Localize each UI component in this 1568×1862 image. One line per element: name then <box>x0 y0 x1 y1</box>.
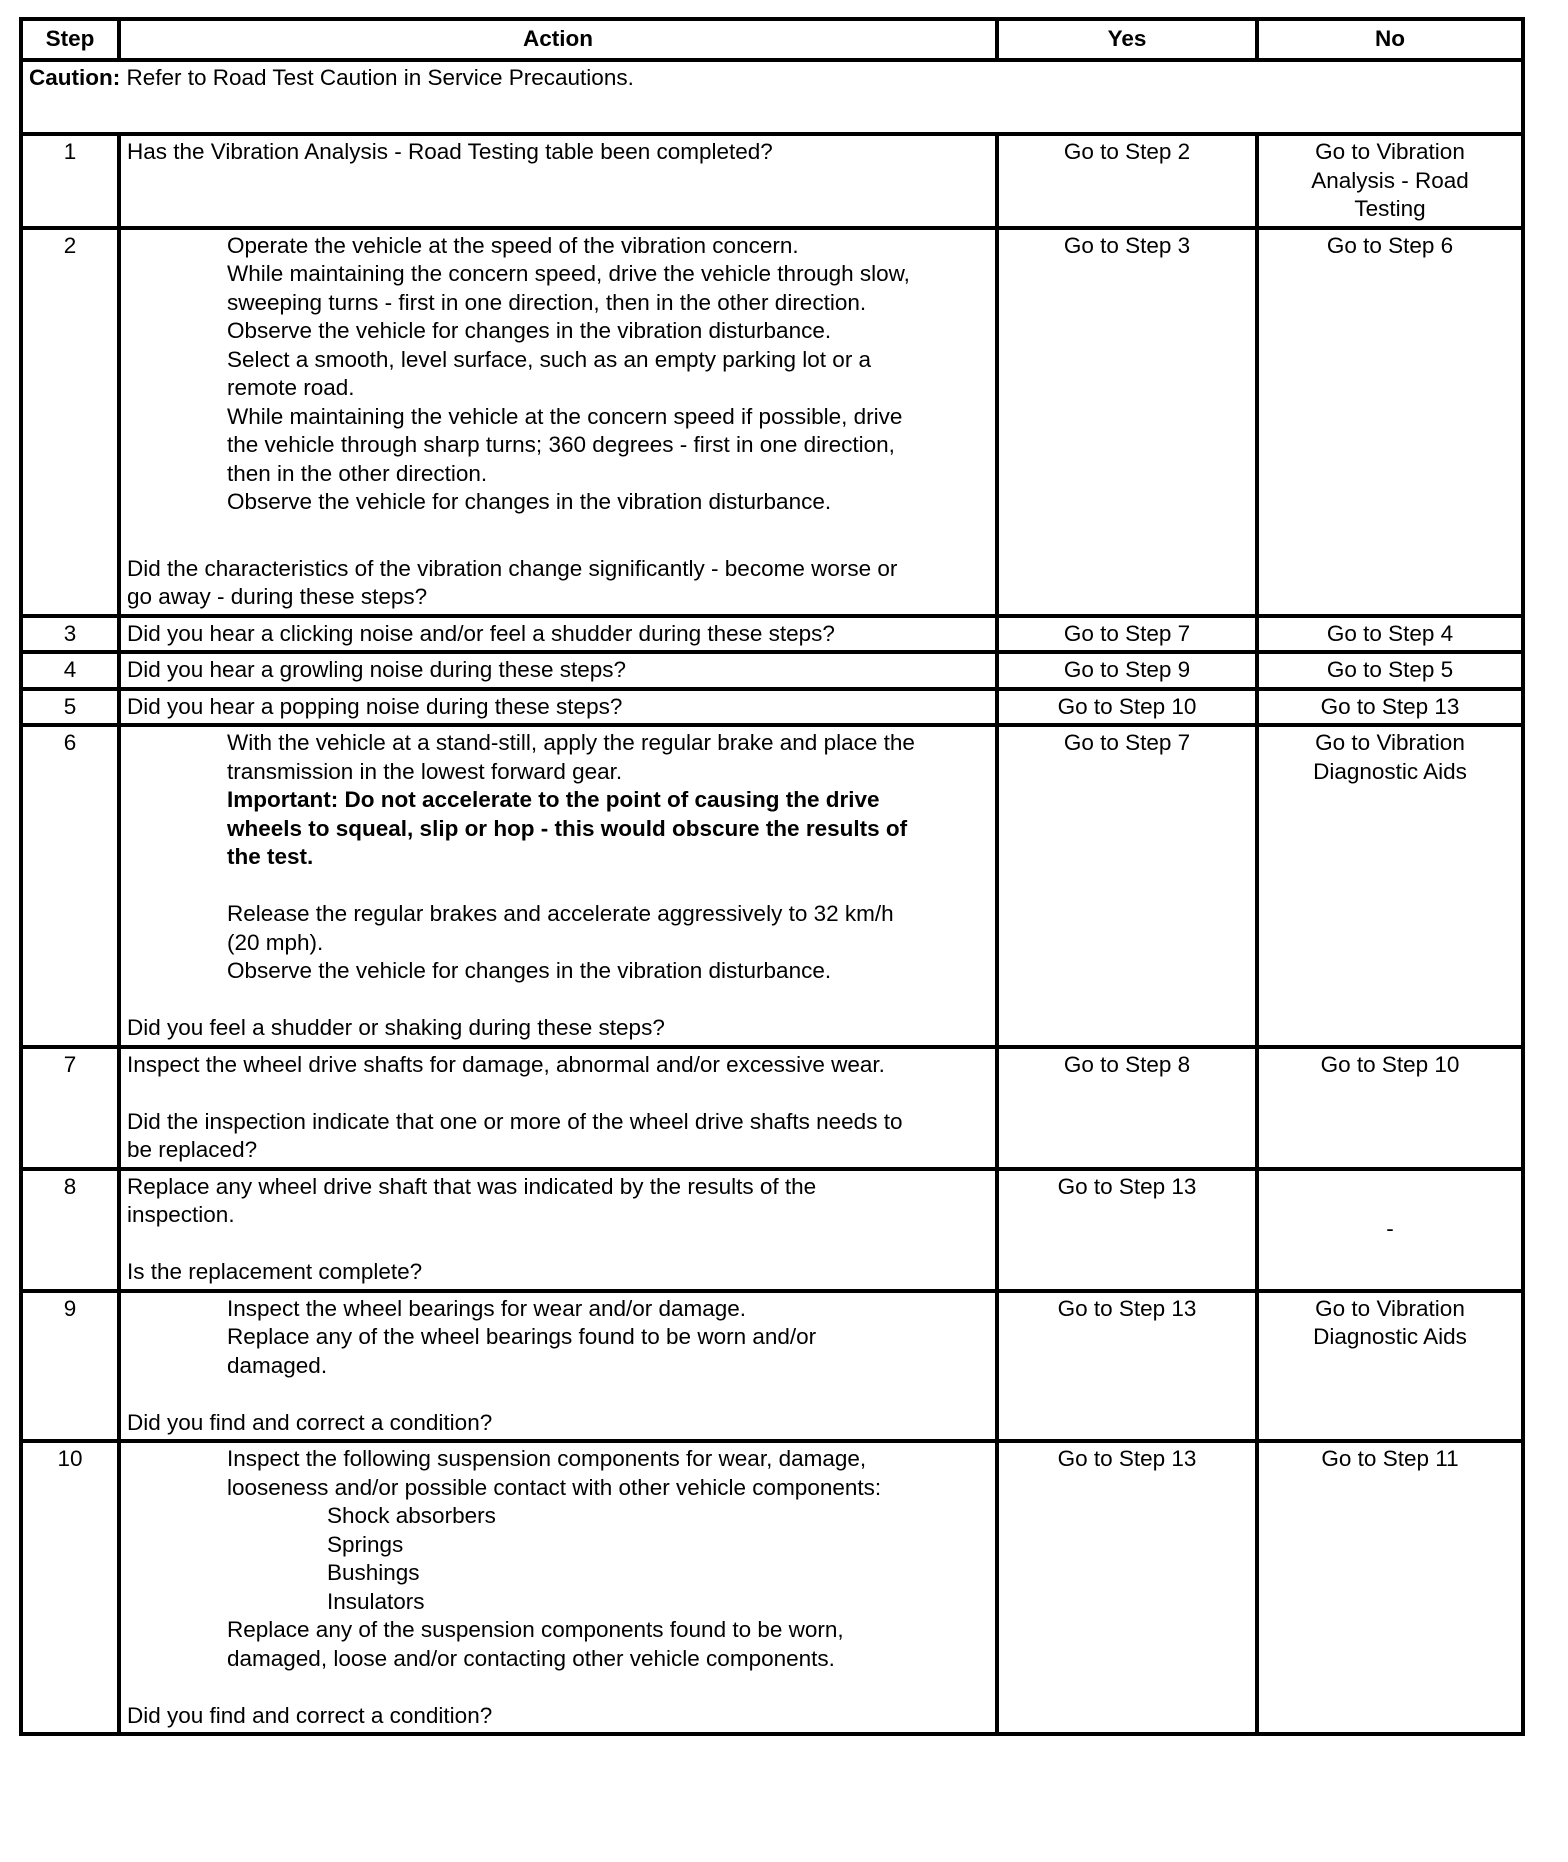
instruction-line: Replace any wheel drive shaft that was indicated by the results of the <box>127 1173 817 1199</box>
yes-cell: Go to Step 8 <box>997 1047 1257 1169</box>
question-line: Did you find and correct a condition? <box>127 1702 493 1728</box>
caution-text: Refer to Road Test Caution in Service Precautions. <box>120 65 634 90</box>
instruction-line: Replace any of the suspension components found to be worn, <box>227 1617 844 1642</box>
table-row <box>21 228 1523 616</box>
yes-cell: Go to Step 7 <box>997 616 1257 653</box>
instruction-line: While maintaining the vehicle at the concern speed if possible, drive <box>227 403 903 429</box>
question-line: Did you find and correct a condition? <box>127 1409 493 1435</box>
instruction-line: damaged, loose and/or contacting other vehicle components. <box>227 1645 835 1671</box>
instruction-line: transmission in the lowest forward gear. <box>227 758 623 784</box>
instruction-line: inspection. <box>127 1202 235 1227</box>
question-line: be replaced? <box>127 1137 258 1162</box>
action-cell <box>119 1047 997 1169</box>
instruction-line: damaged. <box>227 1352 328 1378</box>
important-note-line: Important: Do not accelerate to the point of causing the drive <box>227 787 880 812</box>
question-line: Did the characteristics of the vibration change significantly - become worse or <box>127 555 898 581</box>
table-row <box>21 1291 1523 1442</box>
instruction-line: then in the other direction. <box>227 460 488 486</box>
no-cell: - <box>1257 1169 1523 1291</box>
step-number: 4 <box>21 652 119 689</box>
header-step: Step <box>21 19 119 60</box>
question-line: Did the inspection indicate that one or more of the wheel drive shafts needs to <box>127 1108 903 1134</box>
question-line: Is the replacement complete? <box>127 1259 423 1284</box>
table-row <box>21 1169 1523 1291</box>
action-cell: Did you hear a growling noise during these steps? <box>119 652 997 689</box>
no-cell: Go to Step 4 <box>1257 616 1523 653</box>
diagnostic-table <box>19 17 1525 1736</box>
yes-cell: Go to Step 13 <box>997 1291 1257 1442</box>
step-number: 9 <box>21 1291 119 1442</box>
step-number: 10 <box>21 1441 119 1734</box>
no-cell: Go to Step 5 <box>1257 652 1523 689</box>
instruction-line: Operate the vehicle at the speed of the vibration concern. <box>227 232 799 258</box>
action-cell <box>119 1169 997 1291</box>
instruction-line: sweeping turns - first in one direction, then in the other direction. <box>227 289 867 315</box>
question-line: Did you feel a shudder or shaking during these steps? <box>127 1015 665 1040</box>
no-cell: Go to Step 6 <box>1257 228 1523 616</box>
instruction-line: (20 mph). <box>227 929 324 955</box>
caution-label: Caution: <box>29 65 121 90</box>
yes-cell: Go to Step 2 <box>997 134 1257 228</box>
header-yes: Yes <box>997 19 1257 60</box>
instruction-line: Inspect the wheel bearings for wear and/or damage. <box>227 1295 747 1321</box>
step-number: 8 <box>21 1169 119 1291</box>
no-text-line: Testing <box>1354 196 1426 221</box>
action-cell: Did you hear a popping noise during these steps? <box>119 689 997 726</box>
table-row <box>21 689 1523 726</box>
yes-cell: Go to Step 3 <box>997 228 1257 616</box>
no-cell <box>1257 1291 1523 1442</box>
table-row <box>21 652 1523 689</box>
action-cell <box>119 725 997 1047</box>
component-item: Bushings <box>327 1560 420 1585</box>
step-number: 7 <box>21 1047 119 1169</box>
instruction-line: Observe the vehicle for changes in the vibration disturbance. <box>227 958 832 983</box>
no-cell <box>1257 134 1523 228</box>
caution-row <box>21 60 1523 134</box>
no-cell: Go to Step 11 <box>1257 1441 1523 1734</box>
no-text-line: Go to Vibration <box>1315 730 1465 755</box>
no-text-line: Analysis - Road <box>1311 167 1469 193</box>
instruction-line: Release the regular brakes and accelerate aggressively to 32 km/h <box>227 901 894 926</box>
important-note-line: the test. <box>227 844 314 869</box>
no-cell: Go to Step 13 <box>1257 689 1523 726</box>
action-cell <box>119 1441 997 1734</box>
instruction-line: remote road. <box>227 375 355 400</box>
important-note-line: wheels to squeal, slip or hop - this would obscure the results of <box>227 815 908 841</box>
step-number: 1 <box>21 134 119 228</box>
instruction-line: Observe the vehicle for changes in the vibration disturbance. <box>227 318 832 343</box>
no-text-line: Diagnostic Aids <box>1313 758 1467 784</box>
step-number: 2 <box>21 228 119 616</box>
question-text: Has the Vibration Analysis - Road Testing table been completed? <box>127 139 773 164</box>
instruction-line: Replace any of the wheel bearings found to be worn and/or <box>227 1324 817 1349</box>
table-row <box>21 725 1523 1047</box>
header-no: No <box>1257 19 1523 60</box>
component-item: Insulators <box>327 1588 425 1614</box>
no-text-line: Go to Vibration <box>1315 139 1465 164</box>
action-cell <box>119 134 997 228</box>
yes-cell: Go to Step 13 <box>997 1441 1257 1734</box>
yes-cell: Go to Step 9 <box>997 652 1257 689</box>
table-row <box>21 1047 1523 1169</box>
action-cell: Did you hear a clicking noise and/or feel a shudder during these steps? <box>119 616 997 653</box>
header-row <box>21 19 1523 60</box>
instruction-line: Select a smooth, level surface, such as an empty parking lot or a <box>227 346 872 372</box>
instruction-line: With the vehicle at a stand-still, apply the regular brake and place the <box>227 730 915 755</box>
instruction-line: Inspect the wheel drive shafts for damage, abnormal and/or excessive wear. <box>127 1051 885 1077</box>
no-cell: Go to Step 10 <box>1257 1047 1523 1169</box>
table-row <box>21 1441 1523 1734</box>
step-number: 3 <box>21 616 119 653</box>
caution-cell <box>21 60 1523 134</box>
step-number: 5 <box>21 689 119 726</box>
action-cell <box>119 228 997 616</box>
no-text-line: Go to Vibration <box>1315 1295 1465 1321</box>
instruction-line: looseness and/or possible contact with other vehicle components: <box>227 1474 882 1500</box>
component-item: Springs <box>327 1531 404 1557</box>
no-text-line: Diagnostic Aids <box>1313 1324 1467 1349</box>
header-action: Action <box>119 19 997 60</box>
component-item: Shock absorbers <box>327 1503 496 1528</box>
yes-cell: Go to Step 10 <box>997 689 1257 726</box>
step-number: 6 <box>21 725 119 1047</box>
no-cell <box>1257 725 1523 1047</box>
yes-cell: Go to Step 13 <box>997 1169 1257 1291</box>
table-row <box>21 616 1523 653</box>
question-line: go away - during these steps? <box>127 584 428 609</box>
instruction-line: While maintaining the concern speed, drive the vehicle through slow, <box>227 261 910 286</box>
action-cell <box>119 1291 997 1442</box>
instruction-line: the vehicle through sharp turns; 360 degrees - first in one direction, <box>227 432 895 457</box>
yes-cell: Go to Step 7 <box>997 725 1257 1047</box>
instruction-line: Inspect the following suspension components for wear, damage, <box>227 1446 867 1471</box>
table-row <box>21 134 1523 228</box>
instruction-line: Observe the vehicle for changes in the vibration disturbance. <box>227 489 832 514</box>
